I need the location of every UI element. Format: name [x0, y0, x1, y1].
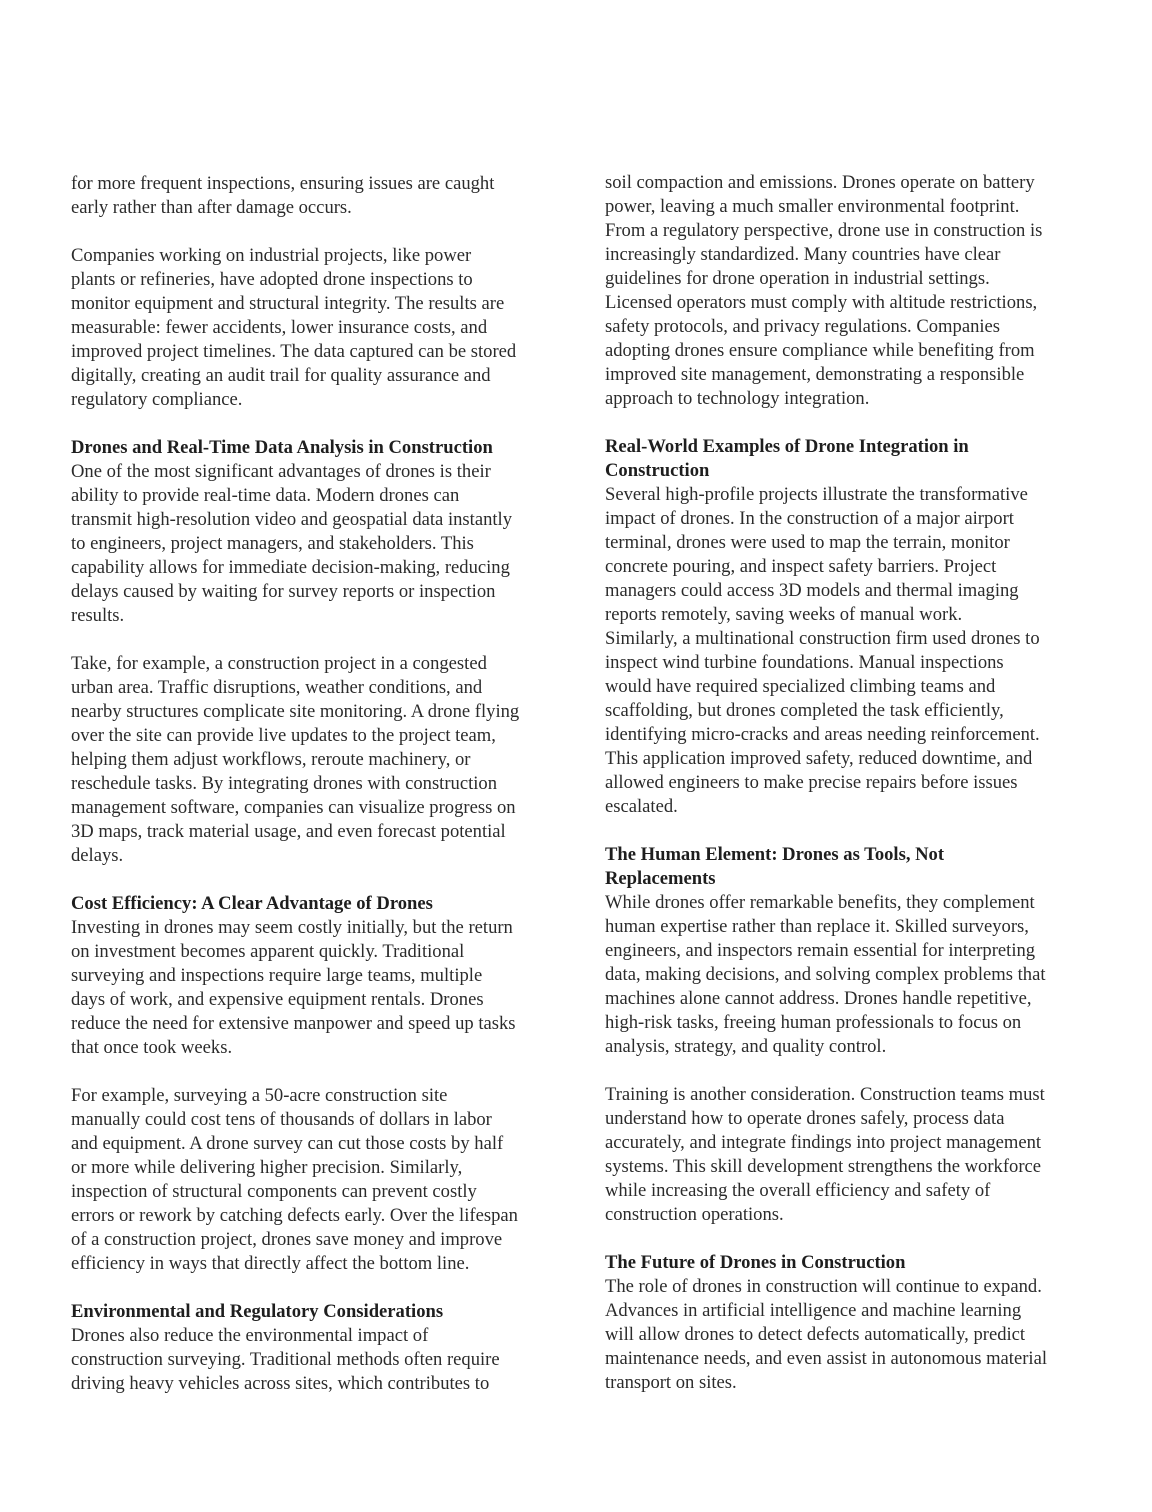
text-line: Training is another consideration. Construction teams must: [605, 1084, 1045, 1105]
text-line: power, leaving a much smaller environmental footprint.: [605, 196, 1020, 217]
text-line: surveying and inspections require large teams, multiple: [71, 965, 483, 986]
text-line: ability to provide real-time data. Modern drones can: [71, 485, 460, 506]
text-line: 3D maps, track material usage, and even forecast potential: [71, 821, 506, 842]
text-line: driving heavy vehicles across sites, which contributes to: [71, 1373, 490, 1394]
text-line: days of work, and expensive equipment rentals. Drones: [71, 989, 484, 1010]
text-line: to engineers, project managers, and stakeholders. This: [71, 533, 474, 554]
paragraph: [71, 652, 561, 868]
heading-line: Real-World Examples of Drone Integration in: [605, 436, 969, 457]
text-line: escalated.: [605, 796, 678, 817]
text-line: machines alone cannot address. Drones handle repetitive,: [605, 988, 1032, 1009]
text-line: reports remotely, saving weeks of manual work.: [605, 604, 963, 625]
text-line: would have required specialized climbing teams and: [605, 676, 996, 697]
text-line: construction surveying. Traditional methods often require: [71, 1349, 500, 1370]
paragraph-spacer: [605, 1059, 1090, 1083]
text-line: approach to technology integration.: [605, 388, 870, 409]
section-heading: [605, 435, 1090, 483]
text-line: Take, for example, a construction project in a congested: [71, 653, 487, 674]
text-line: Licensed operators must comply with altitude restrictions,: [605, 292, 1038, 313]
text-line: inspect wind turbine foundations. Manual inspections: [605, 652, 1004, 673]
paragraph-spacer: [605, 819, 1090, 843]
text-line: understand how to operate drones safely, process data: [605, 1108, 1005, 1129]
text-line: urban area. Traffic disruptions, weather conditions, and: [71, 677, 483, 698]
paragraph: [605, 1275, 1090, 1395]
text-line: of a construction project, drones save money and improve: [71, 1229, 503, 1250]
text-line: accurately, and integrate findings into project management: [605, 1132, 1042, 1153]
text-line: high-risk tasks, freeing human professionals to focus on: [605, 1012, 1022, 1033]
paragraph-spacer: [71, 1276, 561, 1300]
heading-line: Construction: [605, 460, 710, 481]
text-line: regulatory compliance.: [71, 389, 243, 410]
text-line: digitally, creating an audit trail for quality assurance and: [71, 365, 491, 386]
text-line: From a regulatory perspective, drone use in construction is: [605, 220, 1043, 241]
paragraph: [71, 244, 561, 412]
text-line: allowed engineers to make precise repairs before issues: [605, 772, 1018, 793]
paragraph-spacer: [605, 1227, 1090, 1251]
heading-line: Drones and Real-Time Data Analysis in Construction: [71, 437, 493, 458]
text-line: managers could access 3D models and thermal imaging: [605, 580, 1019, 601]
text-line: construction operations.: [605, 1204, 784, 1225]
text-line: delays.: [71, 845, 124, 866]
text-line: monitor equipment and structural integrity. The results are: [71, 293, 505, 314]
text-line: capability allows for immediate decision-making, reducing: [71, 557, 510, 578]
text-line: guidelines for drone operation in industrial settings.: [605, 268, 990, 289]
text-line: identifying micro-cracks and areas needing reinforcement.: [605, 724, 1040, 745]
paragraph: [605, 1083, 1090, 1227]
paragraph: [71, 916, 561, 1060]
paragraph-spacer: [71, 412, 561, 436]
text-line: on investment becomes apparent quickly. Traditional: [71, 941, 465, 962]
text-line: results.: [71, 605, 125, 626]
heading-line: The Human Element: Drones as Tools, Not: [605, 844, 945, 865]
text-line: and equipment. A drone survey can cut those costs by half: [71, 1133, 504, 1154]
paragraph: [605, 891, 1090, 1059]
text-line: helping them adjust workflows, reroute machinery, or: [71, 749, 471, 770]
text-line: For example, surveying a 50-acre construction site: [71, 1085, 448, 1106]
heading-line: Environmental and Regulatory Considerations: [71, 1301, 444, 1322]
text-line: reduce the need for extensive manpower and speed up tasks: [71, 1013, 516, 1034]
text-line: reschedule tasks. By integrating drones with construction: [71, 773, 498, 794]
paragraph-spacer: [605, 411, 1090, 435]
text-line: Companies working on industrial projects, like power: [71, 245, 472, 266]
section-heading: [71, 892, 561, 916]
section-heading: [71, 1300, 561, 1324]
text-line: improved site management, demonstrating a responsible: [605, 364, 1025, 385]
text-line: adopting drones ensure compliance while benefiting from: [605, 340, 1035, 361]
text-line: concrete pouring, and inspect safety barriers. Project: [605, 556, 997, 577]
paragraph: [605, 171, 1090, 411]
heading-line: Replacements: [605, 868, 716, 889]
text-line: inspection of structural components can prevent costly: [71, 1181, 477, 1202]
text-line: errors or rework by catching defects early. Over the lifespan: [71, 1205, 518, 1226]
paragraph: [605, 483, 1090, 819]
text-line: Similarly, a multinational construction firm used drones to: [605, 628, 1040, 649]
text-line: soil compaction and emissions. Drones operate on battery: [605, 172, 1035, 193]
text-line: early rather than after damage occurs.: [71, 197, 352, 218]
text-line: while increasing the overall efficiency and safety of: [605, 1180, 991, 1201]
text-line: measurable: fewer accidents, lower insurance costs, and: [71, 317, 488, 338]
text-line: Several high-profile projects illustrate the transformative: [605, 484, 1028, 505]
heading-line: The Future of Drones in Construction: [605, 1252, 906, 1273]
text-line: transmit high-resolution video and geospatial data instantly: [71, 509, 512, 530]
text-line: manually could cost tens of thousands of dollars in labor: [71, 1109, 492, 1130]
text-line: over the site can provide live updates to the project team,: [71, 725, 496, 746]
text-line: Drones also reduce the environmental impact of: [71, 1325, 429, 1346]
text-line: plants or refineries, have adopted drone inspections to: [71, 269, 473, 290]
text-line: terminal, drones were used to map the terrain, monitor: [605, 532, 1010, 553]
text-line: management software, companies can visualize progress on: [71, 797, 516, 818]
text-line: data, making decisions, and solving complex problems that: [605, 964, 1046, 985]
paragraph-spacer: [71, 628, 561, 652]
text-line: engineers, and inspectors remain essential for interpreting: [605, 940, 1036, 961]
text-line: will allow drones to detect defects automatically, predict: [605, 1324, 1026, 1345]
text-line: nearby structures complicate site monitoring. A drone flying: [71, 701, 520, 722]
paragraph: [71, 1084, 561, 1276]
text-line: efficiency in ways that directly affect the bottom line.: [71, 1253, 470, 1274]
paragraph-spacer: [71, 1060, 561, 1084]
text-line: increasingly standardized. Many countries have clear: [605, 244, 1001, 265]
left-column: [71, 172, 561, 1396]
text-line: impact of drones. In the construction of a major airport: [605, 508, 1014, 529]
heading-line: Cost Efficiency: A Clear Advantage of Drones: [71, 893, 433, 914]
text-line: scaffolding, but drones completed the task efficiently,: [605, 700, 1004, 721]
text-line: that once took weeks.: [71, 1037, 233, 1058]
text-line: One of the most significant advantages of drones is their: [71, 461, 491, 482]
section-heading: [605, 1251, 1090, 1275]
paragraph: [71, 1324, 561, 1396]
text-line: improved project timelines. The data captured can be stored: [71, 341, 517, 362]
text-line: human expertise rather than replace it. Skilled surveyors,: [605, 916, 1029, 937]
paragraph-spacer: [71, 868, 561, 892]
text-line: maintenance needs, and even assist in autonomous material: [605, 1348, 1047, 1369]
section-heading: [605, 843, 1090, 891]
text-line: safety protocols, and privacy regulations. Companies: [605, 316, 1001, 337]
section-heading: [71, 436, 561, 460]
text-line: delays caused by waiting for survey reports or inspection: [71, 581, 496, 602]
right-column: [605, 171, 1090, 1395]
text-line: Advances in artificial intelligence and machine learning: [605, 1300, 1022, 1321]
text-line: While drones offer remarkable benefits, they complement: [605, 892, 1035, 913]
text-line: analysis, strategy, and quality control.: [605, 1036, 887, 1057]
text-line: The role of drones in construction will continue to expand.: [605, 1276, 1042, 1297]
text-line: Investing in drones may seem costly initially, but the return: [71, 917, 513, 938]
paragraph: [71, 460, 561, 628]
text-line: transport on sites.: [605, 1372, 737, 1393]
paragraph: [71, 172, 561, 220]
text-line: for more frequent inspections, ensuring issues are caught: [71, 173, 495, 194]
text-line: This application improved safety, reduced downtime, and: [605, 748, 1033, 769]
text-line: systems. This skill development strengthens the workforce: [605, 1156, 1042, 1177]
paragraph-spacer: [71, 220, 561, 244]
text-line: or more while delivering higher precision. Similarly,: [71, 1157, 463, 1178]
